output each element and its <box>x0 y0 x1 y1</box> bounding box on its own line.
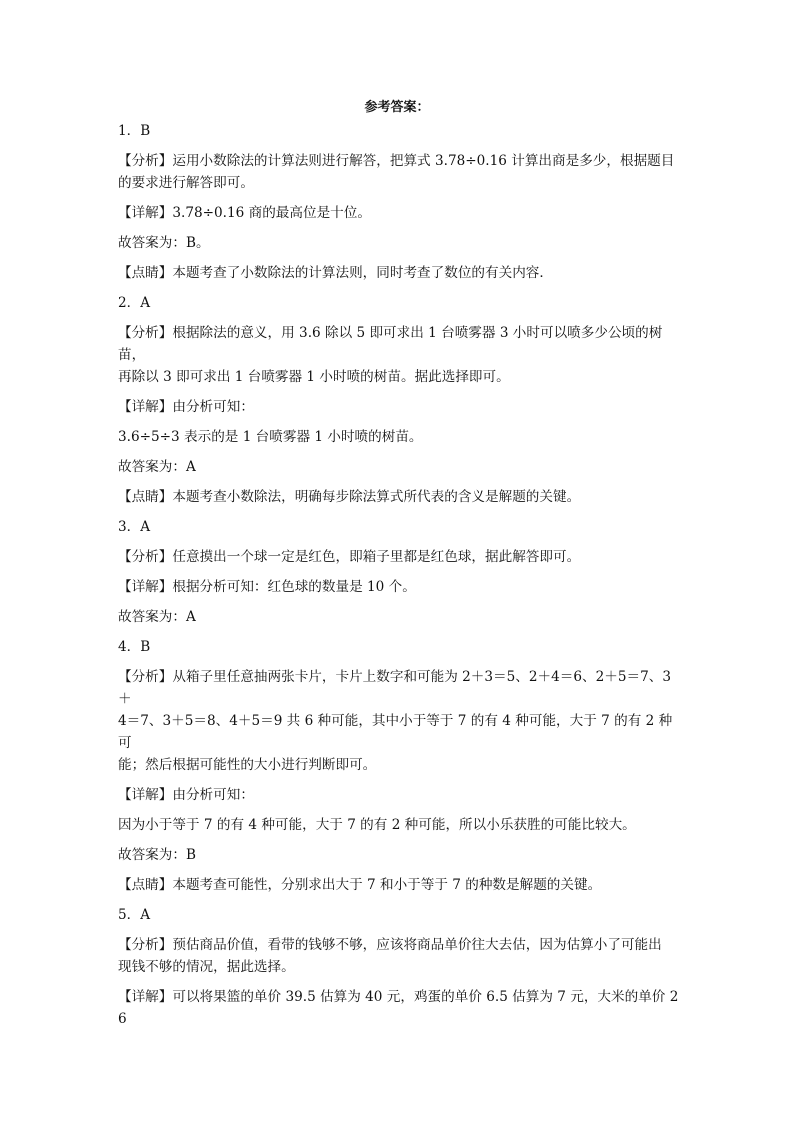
answer-line: 5．A <box>118 907 151 923</box>
answer-content <box>118 120 680 1038</box>
answer-line: 【分析】从箱子里任意抽两张卡片，卡片上数字和可能为 2＋3＝5、2＋4＝6、2＋5＝7、3＋ <box>118 669 671 707</box>
answer-line: 【点睛】本题考查了小数除法的计算法则，同时考查了数位的有关内容． <box>118 265 553 281</box>
answer-line: 【分析】根据除法的意义，用 3.6 除以 5 即可求出 1 台喷雾器 3 小时可以喷多少公顷的树苗， <box>118 325 663 363</box>
answer-line: 【点睛】本题考查可能性，分别求出大于 7 和小于等于 7 的种数是解题的关键。 <box>118 877 602 893</box>
answer-line: 3.6÷5÷3 表示的是 1 台喷雾器 1 小时喷的树苗。 <box>118 429 423 445</box>
answer-line: 【分析】预估商品价值，看带的钱够不够，应该将商品单价往大去估，因为估算小了可能出 <box>118 937 662 953</box>
answer-line: 3．A <box>118 519 151 535</box>
answer-line: 【分析】任意摸出一个球一定是红色，即箱子里都是红色球，据此解答即可。 <box>118 549 581 565</box>
answer-line: 再除以 3 即可求出 1 台喷雾器 1 小时喷的树苗。据此选择即可。 <box>118 369 510 385</box>
answer-line: 【分析】运用小数除法的计算法则进行解答，把算式 3.78÷0.16 计算出商是多少，根据题目 <box>118 153 675 169</box>
answer-line: 故答案为：B <box>118 847 196 863</box>
answer-line: 故答案为：B。 <box>118 235 210 251</box>
answer-line: 的要求进行解答即可。 <box>118 175 254 191</box>
answer-line: 因为小于等于 7 的有 4 种可能，大于 7 的有 2 种可能，所以小乐获胜的可能比较大。 <box>118 817 636 833</box>
answer-line: 【详解】由分析可知： <box>118 399 254 415</box>
answer-line: 故答案为：A <box>118 459 196 475</box>
answer-line: 【详解】由分析可知： <box>118 787 254 803</box>
answer-line: 【详解】可以将果篮的单价 39.5 估算为 40 元，鸡蛋的单价 6.5 估算为 7 元，大米的单价 26 <box>118 989 679 1027</box>
answer-line: 能；然后根据可能性的大小进行判断即可。 <box>118 757 377 773</box>
answer-line: 故答案为：A <box>118 609 196 625</box>
answer-line: 1．B <box>118 123 151 139</box>
answer-line: 【详解】3.78÷0.16 商的最高位是十位。 <box>118 205 371 221</box>
answer-line: 现钱不够的情况，据此选择。 <box>118 959 295 975</box>
answer-line: 2．A <box>118 295 151 311</box>
answer-line: 4＝7、3＋5＝8、4＋5＝9 共 6 种可能，其中小于等于 7 的有 4 种可能，大于 7 的有 2 种可 <box>118 713 673 751</box>
answer-line: 【点睛】本题考查小数除法，明确每步除法算式所代表的含义是解题的关键。 <box>118 489 581 505</box>
page-title: 参考答案： <box>364 100 430 115</box>
answer-line: 【详解】根据分析可知：红色球的数量是 10 个。 <box>118 579 416 595</box>
answer-line: 4．B <box>118 639 151 655</box>
